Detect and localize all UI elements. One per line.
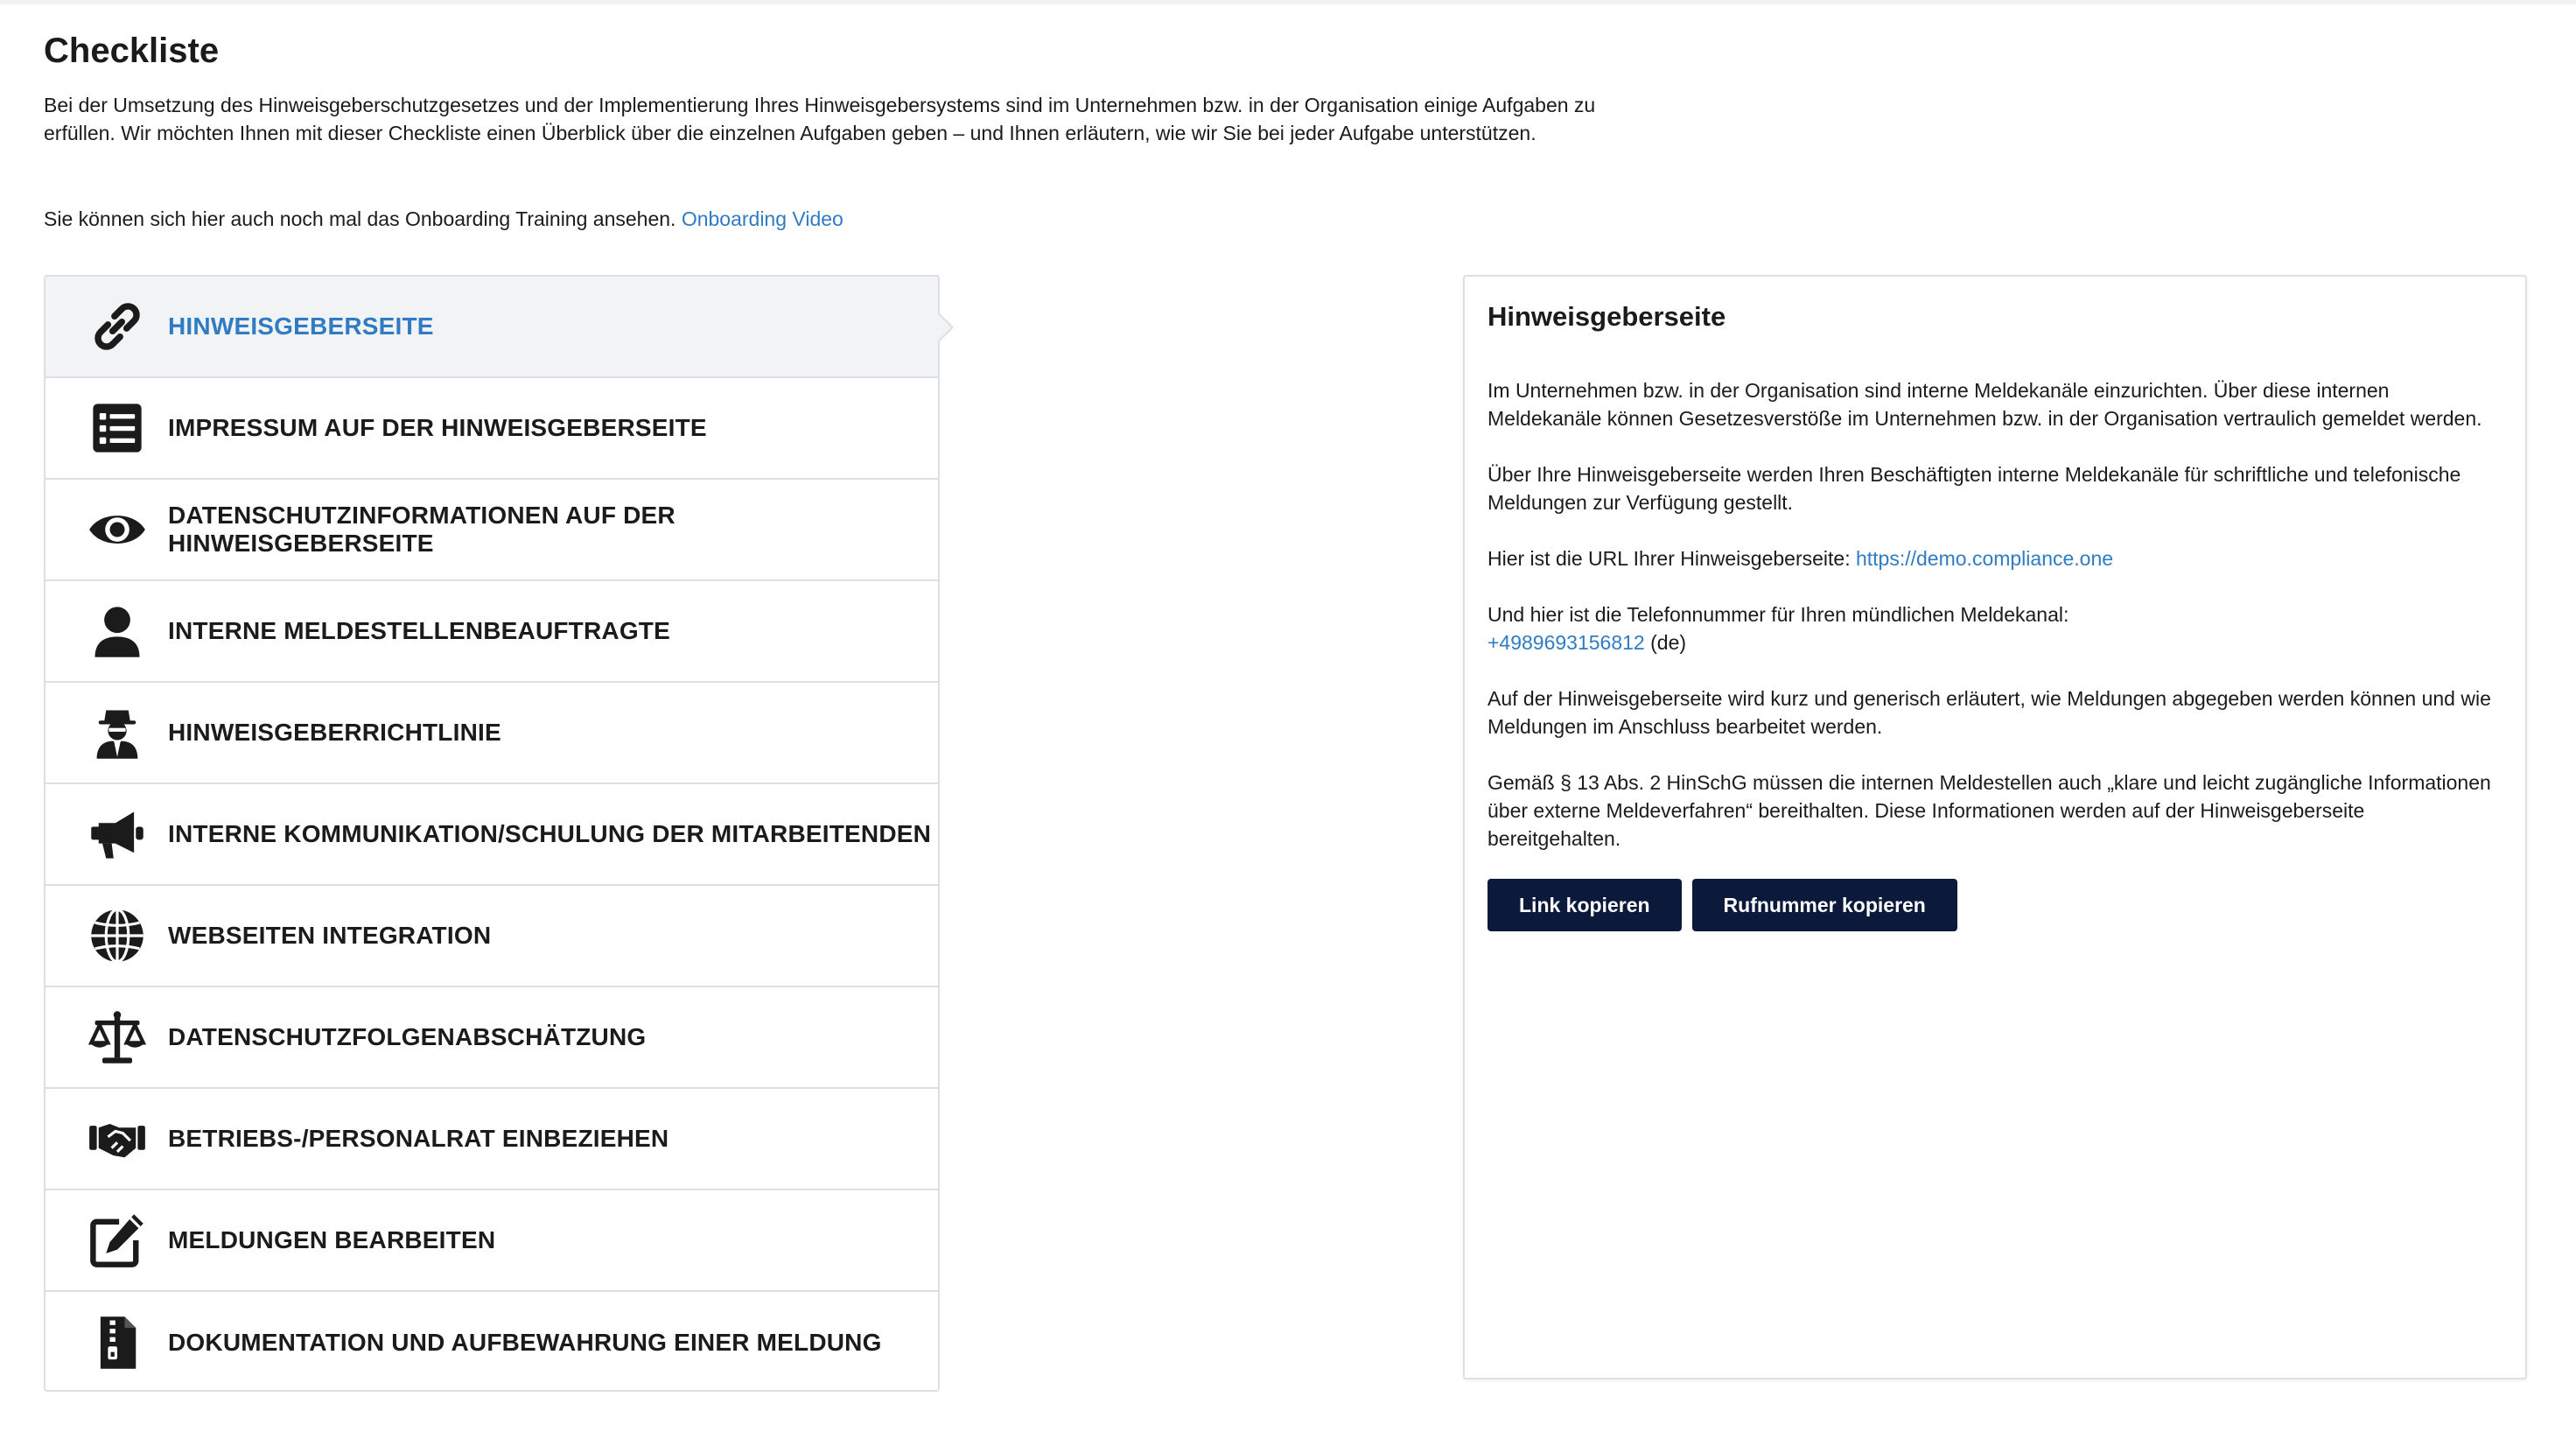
checklist-item-datenschutzfolgenabschaetzung[interactable] xyxy=(46,987,938,1089)
checklist-item-label: INTERNE MELDESTELLENBEAUFTRAGTE xyxy=(168,617,670,644)
whistleblower-url-link[interactable]: https://demo.compliance.one xyxy=(1855,547,2114,570)
checklist-item-interne-kommunikation[interactable] xyxy=(46,784,938,886)
edit-icon xyxy=(86,1209,149,1272)
copy-phone-button[interactable]: Rufnummer kopieren xyxy=(1692,879,1957,931)
detail-panel xyxy=(1463,275,2527,1379)
checklist-item-webseiten-integration[interactable] xyxy=(46,886,938,987)
onboarding-video-link[interactable]: Onboarding Video xyxy=(681,207,844,230)
checklist-item-hinweisgeberseite[interactable] xyxy=(46,277,938,378)
checklist-item-hinweisgeberrichtlinie[interactable] xyxy=(46,683,938,784)
checklist-item-label: DOKUMENTATION UND AUFBEWAHRUNG EINER MELDUNG xyxy=(168,1329,882,1356)
checklist-item-personalrat[interactable] xyxy=(46,1089,938,1190)
checklist-item-label: BETRIEBS-/PERSONALRAT EINBEZIEHEN xyxy=(168,1125,669,1152)
list-icon xyxy=(86,397,149,460)
checklist-item-meldestellenbeauftragte[interactable] xyxy=(46,581,938,683)
checklist-item-label: DATENSCHUTZFOLGENABSCHÄTZUNG xyxy=(168,1023,647,1050)
phone-label: Und hier ist die Telefonnummer für Ihren mündlichen Meldekanal: xyxy=(1488,603,2069,626)
checklist-item-label: HINWEISGEBERSEITE xyxy=(168,312,434,340)
intro-text: Bei der Umsetzung des Hinweisgeberschutzgesetzes und der Implementierung Ihres Hinweisgebersystems sind im Unternehmen bzw. in der Organisation einige Aufgaben zu erfüllen. Wir möchten Ihnen mit dieser Checkliste einen Überblick über die einzelnen Aufgaben geben – und Ihnen erläutern, wie wir Sie bei jeder Aufgabe unterstützen. xyxy=(44,94,1596,144)
scale-icon xyxy=(86,1006,149,1069)
phone-number-link[interactable]: +4989693156812 xyxy=(1488,631,1645,654)
eye-icon xyxy=(86,498,149,561)
detail-paragraph: Über Ihre Hinweisgeberseite werden Ihren Beschäftigten interne Meldekanäle für schriftliche und telefonische Meldungen zur Verfügung gestellt. xyxy=(1488,463,2461,514)
link-icon xyxy=(86,295,149,358)
detail-title: Hinweisgeberseite xyxy=(1488,301,1726,332)
checklist-item-datenschutzinformationen[interactable] xyxy=(46,480,938,581)
detail-paragraph: Auf der Hinweisgeberseite wird kurz und generisch erläutert, wie Meldungen abgegeben werden können und wie Meldungen im Anschluss bearbeitet werden. xyxy=(1488,687,2491,738)
file-archive-icon xyxy=(86,1311,149,1374)
page-title: Checkliste xyxy=(44,32,220,70)
url-label: Hier ist die URL Ihrer Hinweisgeberseite: xyxy=(1488,547,1851,570)
detail-body xyxy=(1488,376,2502,931)
checklist-item-label: DATENSCHUTZINFORMATIONEN AUF DER HINWEISGEBERSEITE xyxy=(168,502,676,557)
globe-icon xyxy=(86,904,149,967)
checklist-item-dokumentation[interactable] xyxy=(46,1292,938,1393)
button-row xyxy=(1488,879,2502,931)
checklist-item-label: INTERNE KOMMUNIKATION/SCHULUNG DER MITARBEITENDEN xyxy=(168,820,932,847)
checklist xyxy=(44,275,940,1392)
megaphone-icon xyxy=(86,803,149,866)
checklist-item-label: IMPRESSUM AUF DER HINWEISGEBERSEITE xyxy=(168,414,707,441)
handshake-icon xyxy=(86,1107,149,1170)
checklist-item-meldungen-bearbeiten[interactable] xyxy=(46,1190,938,1292)
checklist-item-impressum[interactable] xyxy=(46,378,938,480)
checklist-item-label: WEBSEITEN INTEGRATION xyxy=(168,922,492,949)
detail-paragraph: Gemäß § 13 Abs. 2 HinSchG müssen die internen Meldestellen auch „klare und leicht zugängliche Informationen über externe Meldeverfahren“ bereithalten. Diese Informationen werden auf der Hinweisgeberseite bereitgehalten. xyxy=(1488,771,2491,850)
copy-link-button[interactable]: Link kopieren xyxy=(1488,879,1682,931)
detail-phone-line xyxy=(1488,600,2502,656)
onboarding-line xyxy=(44,205,1601,233)
phone-language: (de) xyxy=(1650,631,1687,654)
checklist-item-label: HINWEISGEBERRICHTLINIE xyxy=(168,719,501,746)
detail-url-line xyxy=(1488,544,2502,572)
user-secret-icon xyxy=(86,701,149,764)
user-icon xyxy=(86,600,149,663)
onboarding-text: Sie können sich hier auch noch mal das Onboarding Training ansehen. xyxy=(44,207,676,230)
detail-paragraph: Im Unternehmen bzw. in der Organisation sind interne Meldekanäle einzurichten. Über diese internen Meldekanäle können Gesetzesverstöße im Unternehmen bzw. in der Organisation vertraulich gemeldet werden. xyxy=(1488,379,2482,430)
checklist-item-label: MELDUNGEN BEARBEITEN xyxy=(168,1226,496,1253)
top-divider xyxy=(0,0,2576,4)
